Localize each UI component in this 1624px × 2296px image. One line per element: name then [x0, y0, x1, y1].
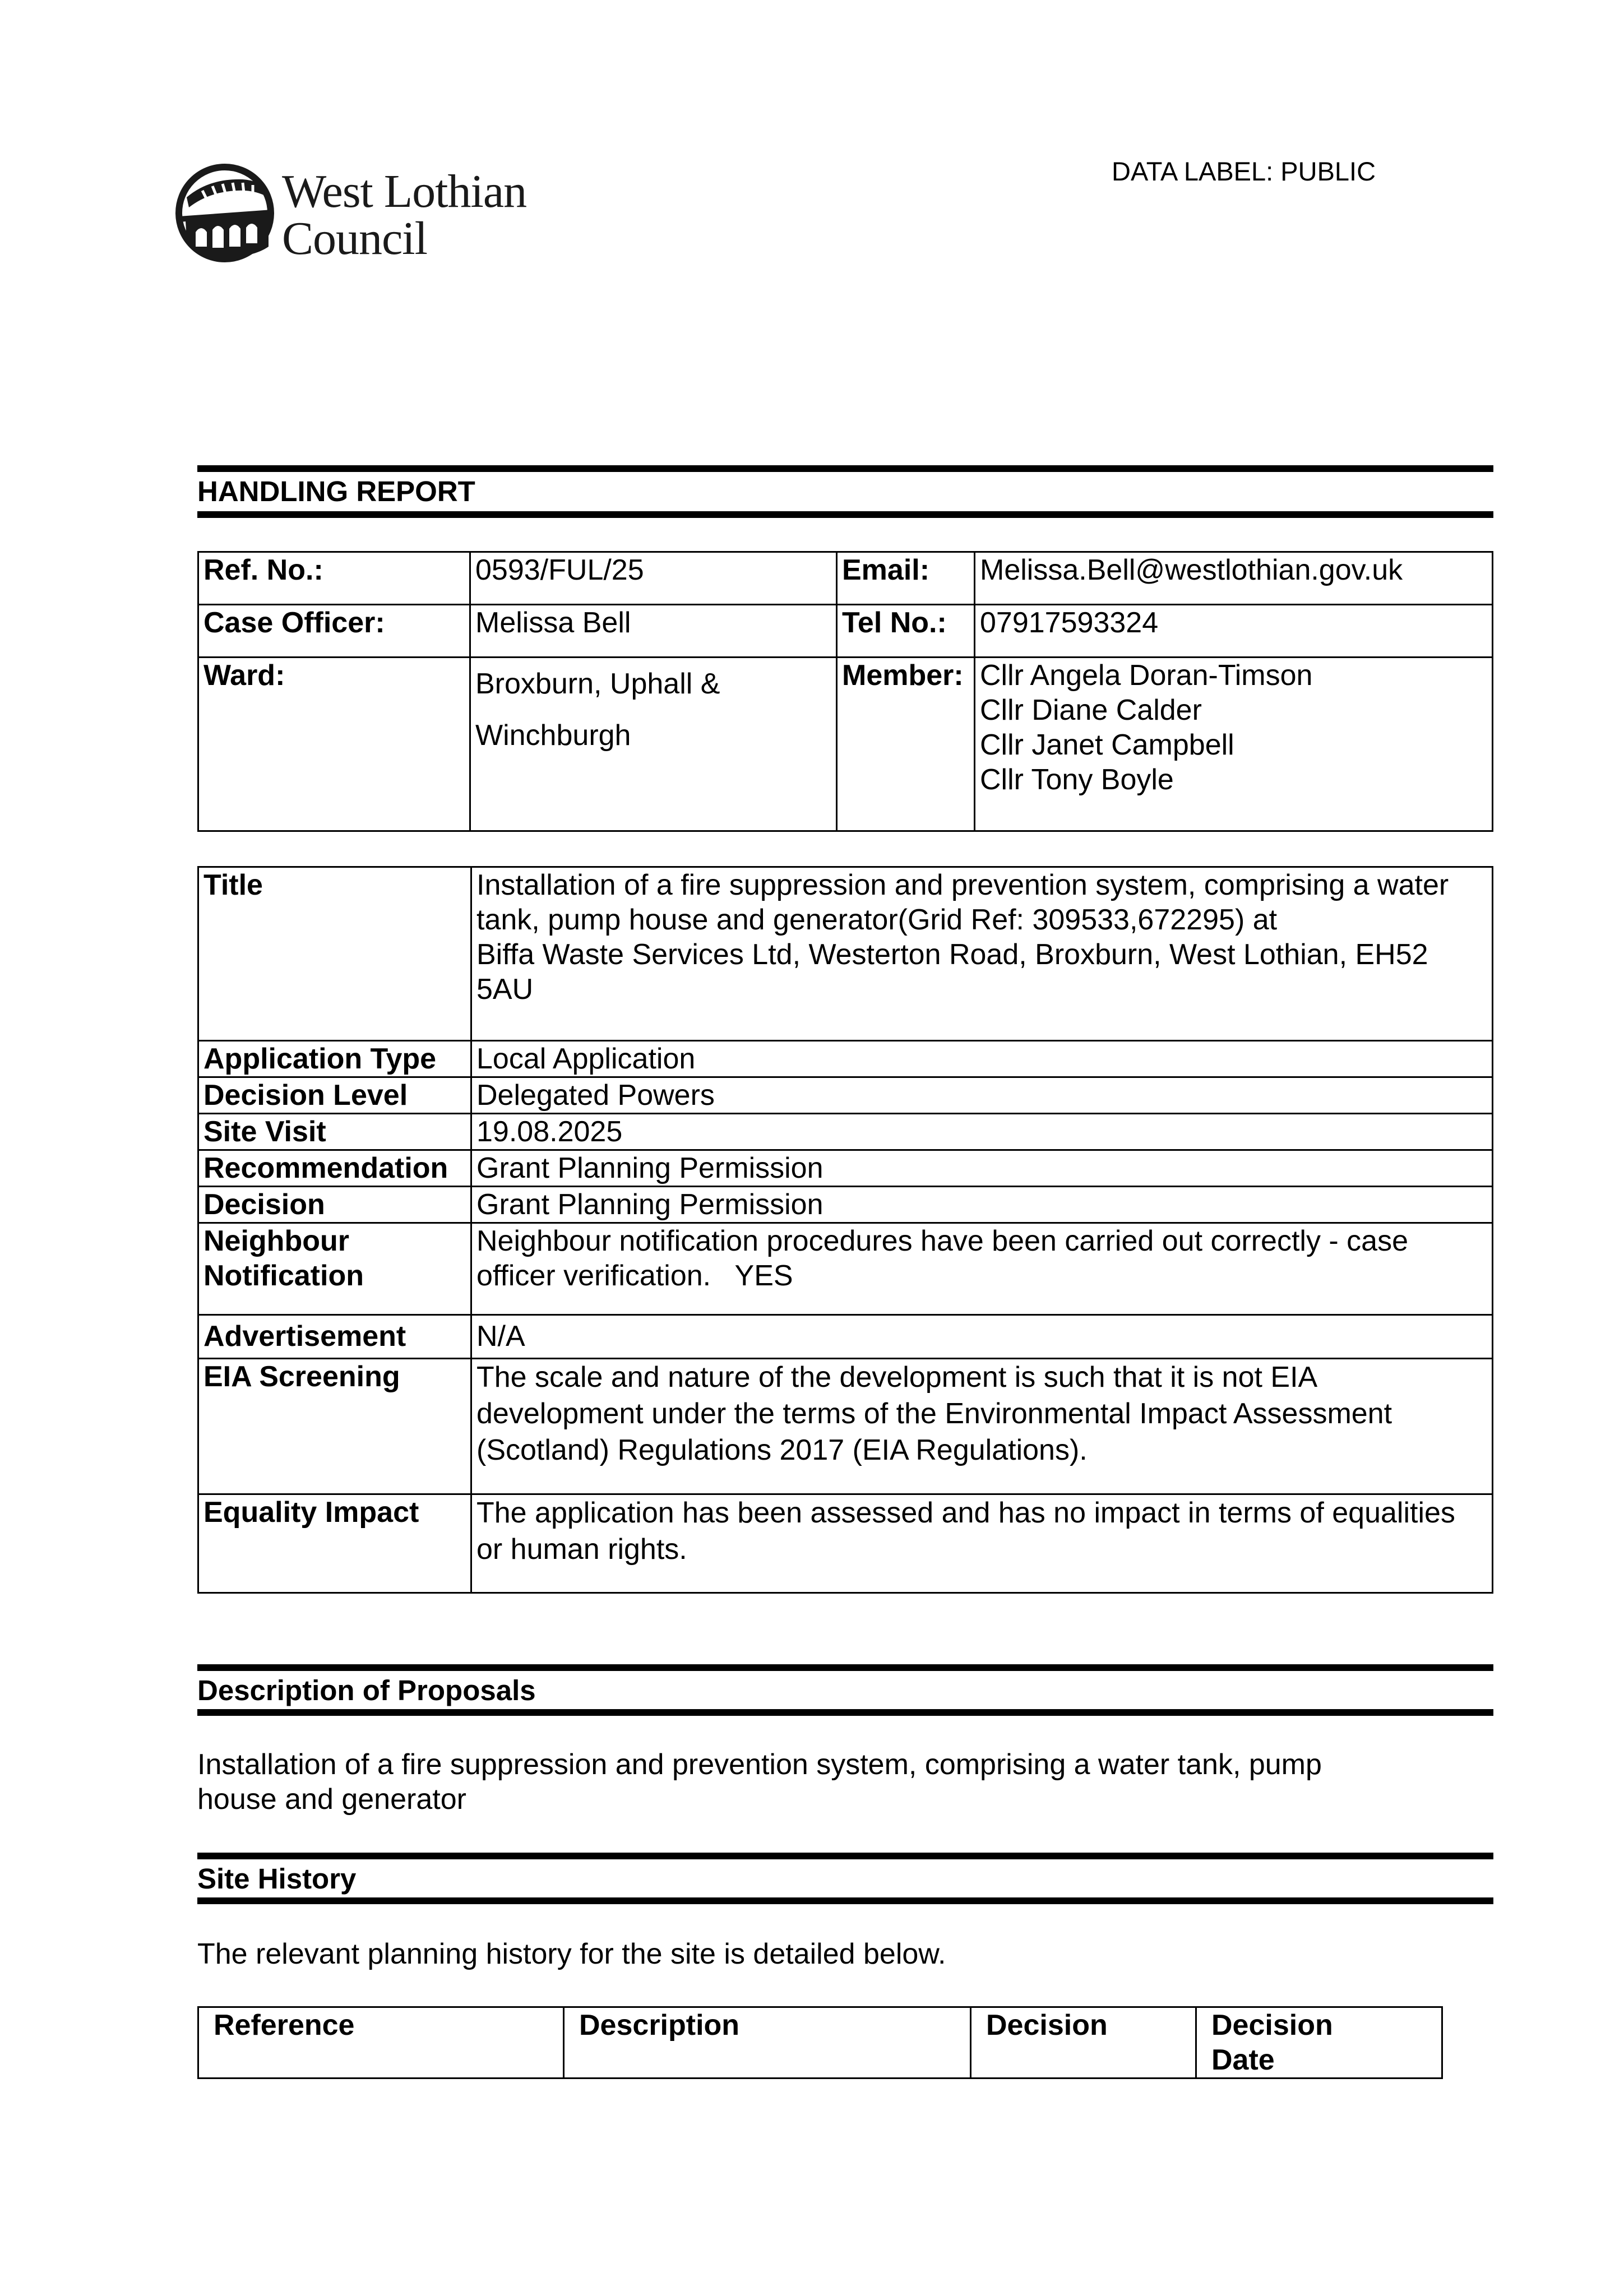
heading-rule-top — [197, 1664, 1493, 1671]
ref-value: 0593/FUL/25 — [470, 552, 837, 605]
eia-line: The scale and nature of the development is such that it is not EIA — [476, 1361, 1318, 1394]
decision-level-label: Decision Level — [198, 1077, 471, 1114]
member-item: Cllr Diane Calder — [980, 694, 1202, 726]
title-line: Biffa Waste Services Ltd, Westerton Road, Broxburn, West Lothian, EH52 — [476, 938, 1428, 971]
neighbour-notification-value — [471, 1223, 1493, 1315]
site-history-table — [197, 2006, 1443, 2079]
tel-label: Tel No.: — [837, 605, 975, 658]
application-table — [197, 866, 1493, 1594]
neighbour-label-line: Neighbour — [203, 1225, 349, 1257]
decision-level-value: Delegated Powers — [471, 1077, 1493, 1114]
member-list — [975, 658, 1493, 831]
equality-line: or human rights. — [476, 1533, 687, 1566]
eia-line: (Scotland) Regulations 2017 (EIA Regulations). — [476, 1434, 1088, 1466]
report-title: HANDLING REPORT — [197, 475, 475, 507]
ward-line-1: Broxburn, Uphall & — [475, 668, 720, 700]
column-header-decision: Decision — [971, 2007, 1196, 2079]
equality-impact-label: Equality Impact — [198, 1494, 471, 1593]
neighbour-line: officer verification. YES — [476, 1260, 793, 1292]
eia-screening-label: EIA Screening — [198, 1359, 471, 1494]
member-item: Cllr Tony Boyle — [980, 763, 1174, 796]
ward-label: Ward: — [198, 658, 470, 831]
equality-impact-value — [471, 1494, 1493, 1593]
advertisement-value: N/A — [471, 1315, 1493, 1359]
neighbour-notification-label — [198, 1223, 471, 1315]
member-item: Cllr Angela Doran-Timson — [980, 659, 1313, 692]
officer-table — [197, 551, 1493, 832]
heading-rule-top — [197, 1853, 1493, 1859]
description-text — [197, 1747, 1322, 1817]
site-history-intro: The relevant planning history for the site is detailed below. — [197, 1938, 946, 1970]
description-line: house and generator — [197, 1783, 466, 1816]
logo-line-2: Council — [282, 212, 427, 265]
ward-value — [470, 658, 837, 831]
equality-line: The application has been assessed and has no impact in terms of equalities — [476, 1497, 1455, 1529]
data-label: DATA LABEL: PUBLIC — [1112, 156, 1376, 186]
heading-rule-bottom — [197, 511, 1493, 518]
logo-line-1: West Lothian — [282, 165, 527, 217]
advertisement-label: Advertisement — [198, 1315, 471, 1359]
council-logo — [175, 163, 557, 269]
council-crest-icon — [175, 163, 276, 263]
ward-line-2: Winchburgh — [475, 719, 631, 752]
description-title: Description of Proposals — [197, 1674, 536, 1706]
description-heading — [197, 1664, 1493, 1716]
email-value[interactable]: Melissa.Bell@westlothian.gov.uk — [975, 552, 1493, 605]
site-visit-value: 19.08.2025 — [471, 1114, 1493, 1150]
eia-line: development under the terms of the Environmental Impact Assessment — [476, 1397, 1392, 1430]
tel-value: 07917593324 — [975, 605, 1493, 658]
case-officer-value: Melissa Bell — [470, 605, 837, 658]
ref-label: Ref. No.: — [198, 552, 470, 605]
member-item: Cllr Janet Campbell — [980, 729, 1234, 761]
column-header-reference: Reference — [198, 2007, 564, 2079]
title-line: Installation of a fire suppression and prevention system, comprising a water — [476, 869, 1449, 901]
recommendation-value: Grant Planning Permission — [471, 1150, 1493, 1187]
title-value — [471, 867, 1493, 1041]
eia-screening-value — [471, 1359, 1493, 1494]
member-label: Member: — [837, 658, 975, 831]
neighbour-label-line: Notification — [203, 1260, 364, 1292]
title-line: 5AU — [476, 973, 534, 1006]
application-type-value: Local Application — [471, 1041, 1493, 1077]
decision-label: Decision — [198, 1187, 471, 1223]
title-line: tank, pump house and generator(Grid Ref: 309533,672295) at — [476, 904, 1278, 936]
application-type-label: Application Type — [198, 1041, 471, 1077]
email-label: Email: — [837, 552, 975, 605]
council-logo-text — [282, 165, 527, 265]
heading-rule-bottom — [197, 1897, 1493, 1904]
decision-value: Grant Planning Permission — [471, 1187, 1493, 1223]
column-header-decision-date: Decision Date — [1196, 2007, 1442, 2079]
site-visit-label: Site Visit — [198, 1114, 471, 1150]
handling-report-heading — [197, 465, 1493, 518]
site-history-heading — [197, 1853, 1493, 1904]
case-officer-label: Case Officer: — [198, 605, 470, 658]
heading-rule-bottom — [197, 1709, 1493, 1716]
recommendation-label: Recommendation — [198, 1150, 471, 1187]
column-header-description: Description — [564, 2007, 971, 2079]
neighbour-line: Neighbour notification procedures have been carried out correctly - case — [476, 1225, 1409, 1257]
heading-rule-top — [197, 465, 1493, 472]
site-history-title: Site History — [197, 1863, 357, 1895]
title-label: Title — [198, 867, 471, 1041]
description-line: Installation of a fire suppression and prevention system, comprising a water tank, pump — [197, 1748, 1322, 1781]
